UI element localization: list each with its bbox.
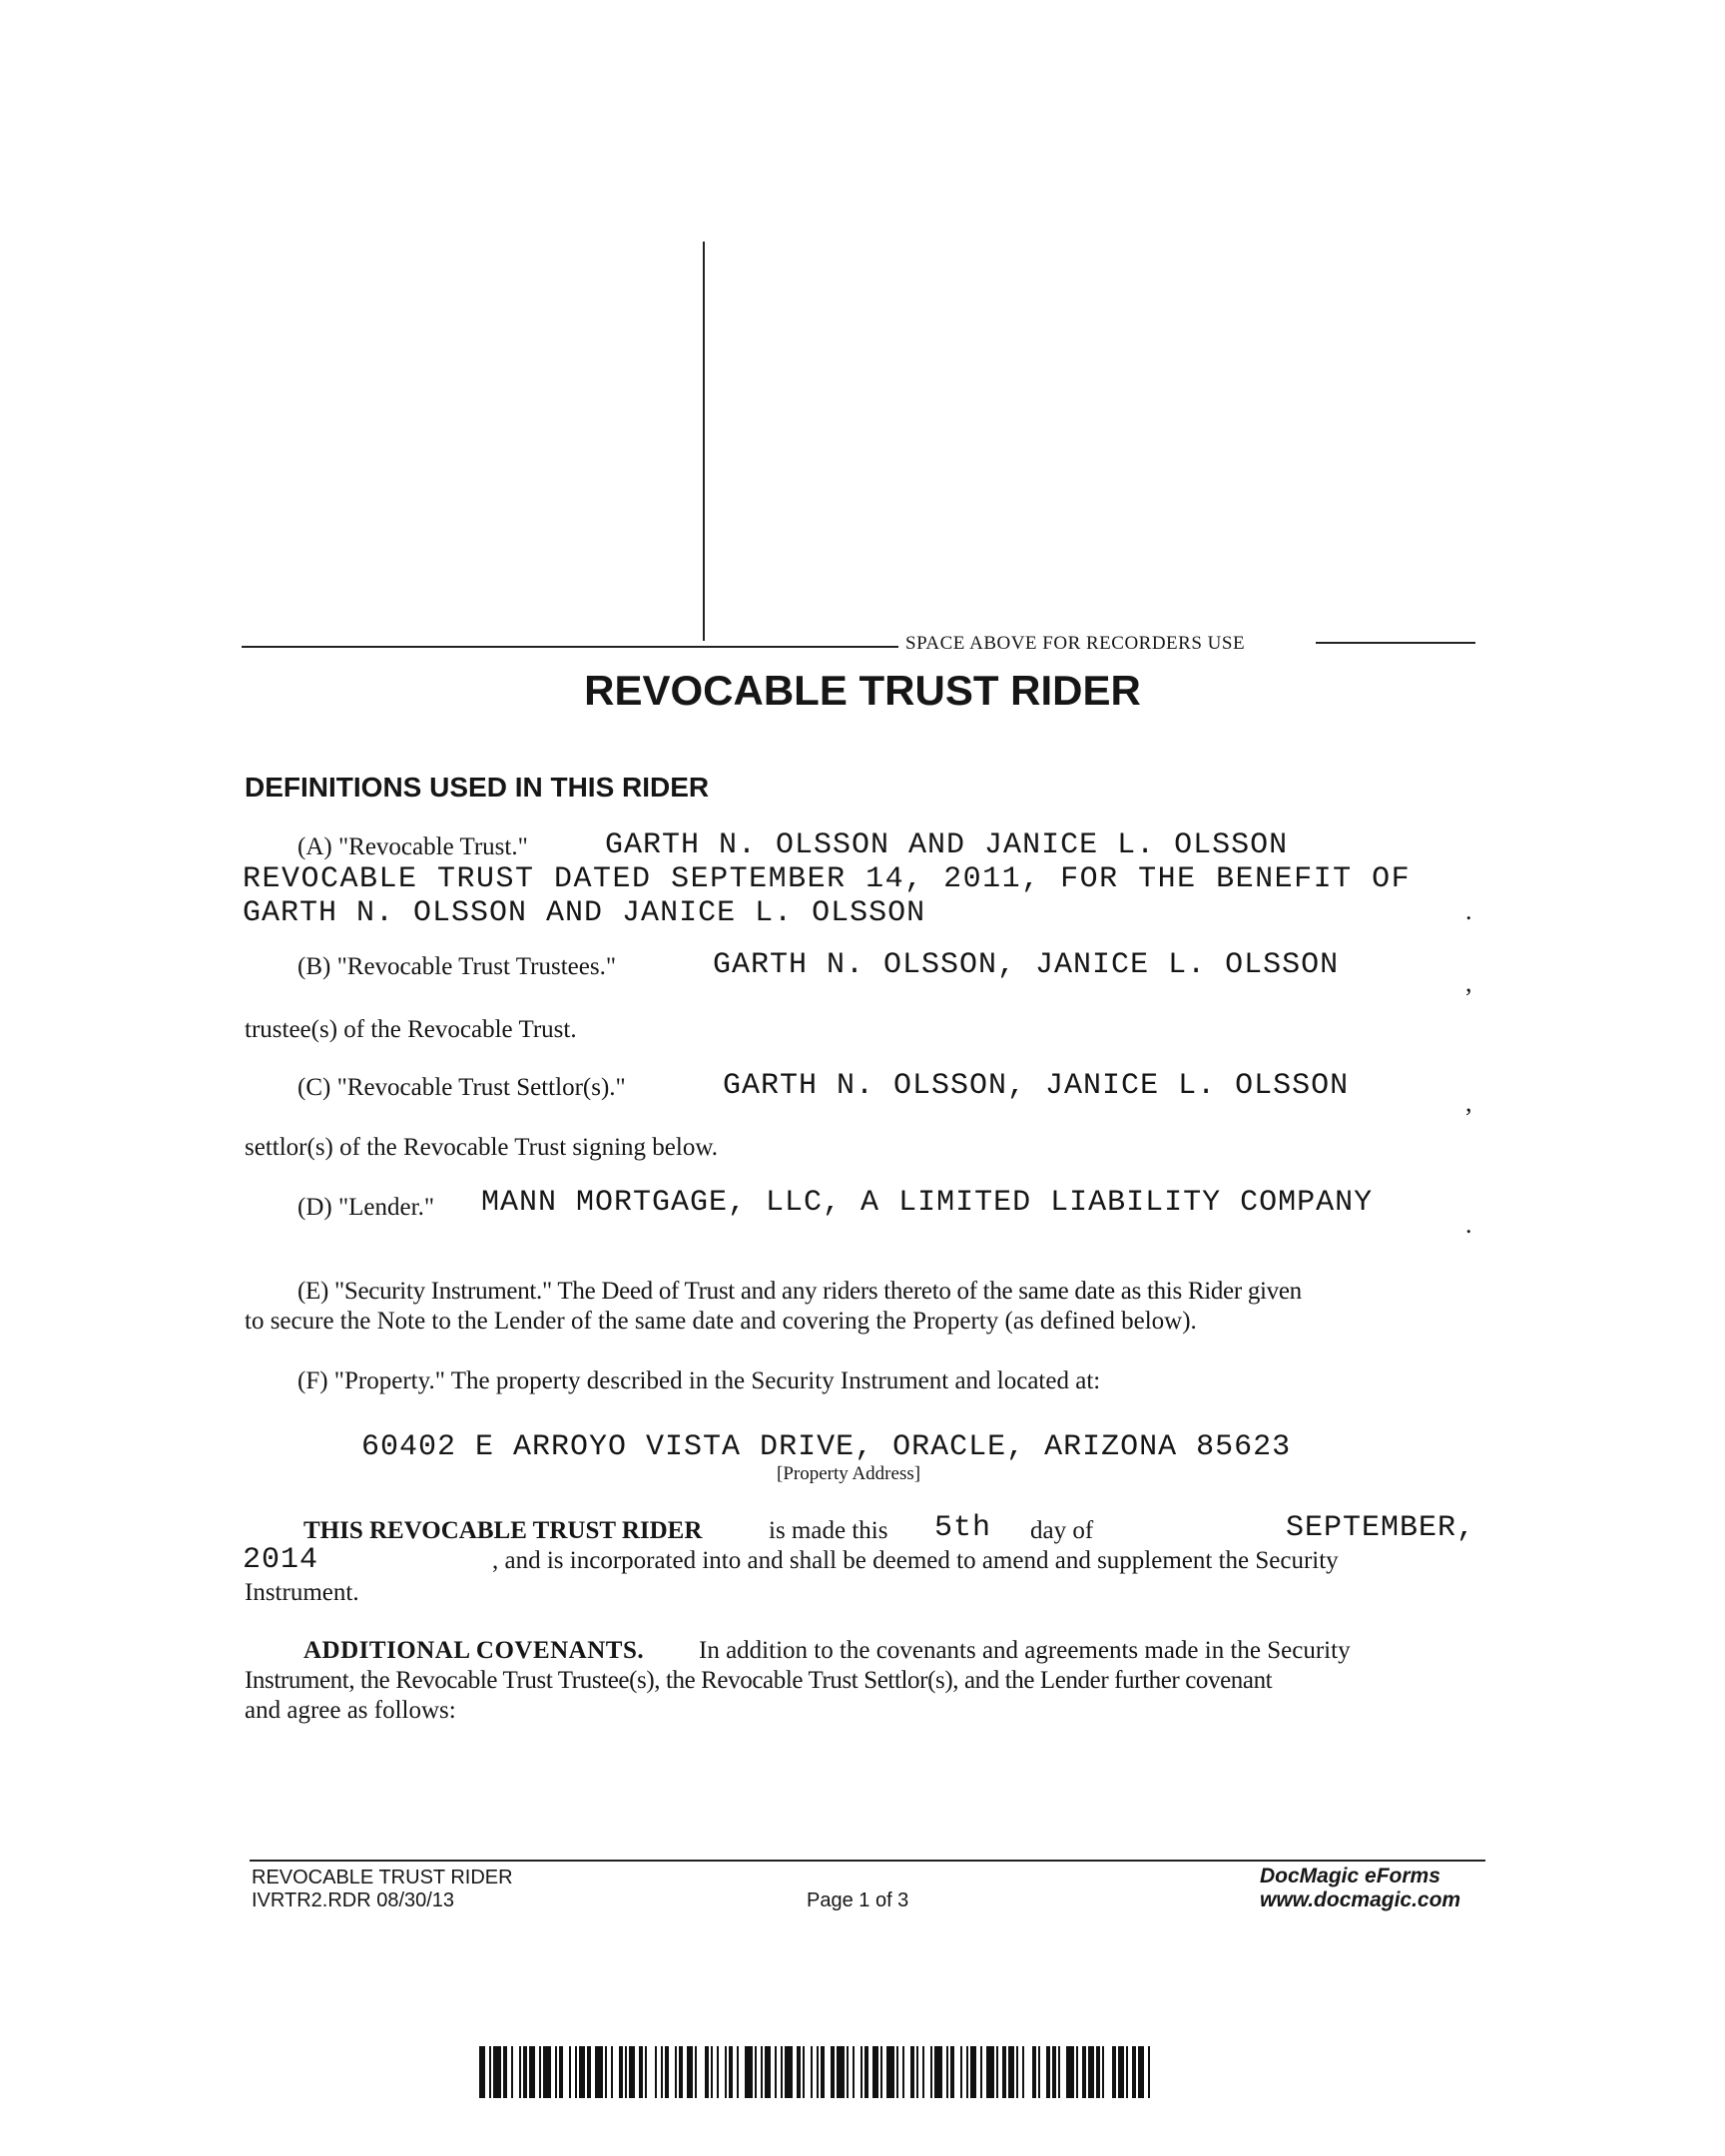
def-c-suffix: settlor(s) of the Revocable Trust signing below. [245, 1134, 719, 1161]
barcode-bar [1104, 2046, 1112, 2098]
recorder-space-label: SPACE ABOVE FOR RECORDERS USE [905, 633, 1246, 654]
made-day: 5th [934, 1511, 992, 1545]
definitions-heading: DEFINITIONS USED IN THIS RIDER [245, 772, 710, 803]
barcode-bar [1150, 2046, 1152, 2098]
def-e-line2: to secure the Note to the Lender of the same date and covering the Property (as defined below). [245, 1308, 1197, 1335]
barcode-bar [934, 2046, 942, 2098]
made-bold: THIS REVOCABLE TRUST RIDER [303, 1517, 703, 1544]
footer-form-code: IVRTR2.RDR 08/30/13 [252, 1889, 455, 1911]
covenants-line2: Instrument, the Revocable Trust Trustee(s), the Revocable Trust Settlor(s), and the Lender further covenant [245, 1667, 1273, 1694]
def-a-line1: GARTH N. OLSSON AND JANICE L. OLSSON [605, 828, 1289, 862]
barcode-bar [886, 2046, 894, 2098]
def-b-label: (B) "Revocable Trust Trustees." [297, 953, 617, 980]
def-d-end: . [1465, 1210, 1472, 1239]
def-c-value: GARTH N. OLSSON, JANICE L. OLSSON [723, 1069, 1350, 1103]
barcode-bar [986, 2046, 994, 2098]
def-b-suffix: trustee(s) of the Revocable Trust. [245, 1016, 577, 1043]
covenants-line3: and agree as follows: [245, 1697, 456, 1724]
barcode-bar [785, 2046, 793, 2098]
def-b-end: , [1465, 968, 1472, 997]
barcode-bar [595, 2046, 603, 2098]
def-a-label: (A) "Revocable Trust." [297, 833, 528, 860]
def-a-line3: GARTH N. OLSSON AND JANICE L. OLSSON [243, 896, 926, 930]
barcode-bar [543, 2046, 551, 2098]
footer-page-number: Page 1 of 3 [807, 1889, 909, 1911]
footer-form-name: REVOCABLE TRUST RIDER [252, 1867, 513, 1888]
def-a-line2: REVOCABLE TRUST DATED SEPTEMBER 14, 2011, FOR THE BENEFIT OF [243, 862, 1412, 896]
def-d-label: (D) "Lender." [297, 1194, 435, 1221]
def-d-value: MANN MORTGAGE, LLC, A LIMITED LIABILITY COMPANY [481, 1186, 1374, 1220]
barcode-bar [837, 2046, 845, 2098]
footer-rule [250, 1860, 1485, 1862]
def-b-value: GARTH N. OLSSON, JANICE L. OLSSON [713, 948, 1340, 982]
barcode-bar [493, 2046, 501, 2098]
recorder-rule-right [1316, 642, 1475, 644]
def-a-end: . [1465, 896, 1472, 925]
recorder-box-divider [703, 242, 705, 641]
covenants-line1: In addition to the covenants and agreements made in the Security [699, 1637, 1351, 1664]
property-address-caption: [Property Address] [777, 1463, 921, 1484]
covenants-bold: ADDITIONAL COVENANTS. [303, 1637, 645, 1664]
def-c-end: , [1465, 1088, 1472, 1117]
barcode-bar [697, 2046, 705, 2098]
footer-website: www.docmagic.com [1260, 1888, 1461, 1911]
made-year: 2014 [243, 1543, 319, 1577]
footer-brand-logo: DocMagic eForms [1260, 1865, 1440, 1887]
made-text3: , and is incorporated into and shall be deemed to amend and supplement the Security [492, 1547, 1339, 1574]
made-month: SEPTEMBER, [1286, 1511, 1476, 1545]
recorder-rule-left [242, 646, 898, 648]
barcode-bar [1024, 2046, 1032, 2098]
barcode-bar [745, 2046, 753, 2098]
barcode [479, 2046, 1152, 2098]
made-text4: Instrument. [245, 1579, 359, 1606]
property-address: 60402 E ARROYO VISTA DRIVE, ORACLE, ARIZONA 85623 [361, 1430, 1292, 1464]
def-c-label: (C) "Revocable Trust Settlor(s)." [297, 1074, 626, 1101]
made-text2: day of [1030, 1517, 1094, 1544]
document-title: REVOCABLE TRUST RIDER [584, 667, 1141, 714]
def-f-line1: (F) "Property." The property described in the Security Instrument and located at: [297, 1367, 1101, 1394]
barcode-bar [1066, 2046, 1074, 2098]
made-text1: is made this [769, 1517, 888, 1544]
barcode-bar [647, 2046, 655, 2098]
def-e-line1: (E) "Security Instrument." The Deed of Trust and any riders thereto of the same date as this Rider given [297, 1278, 1302, 1305]
